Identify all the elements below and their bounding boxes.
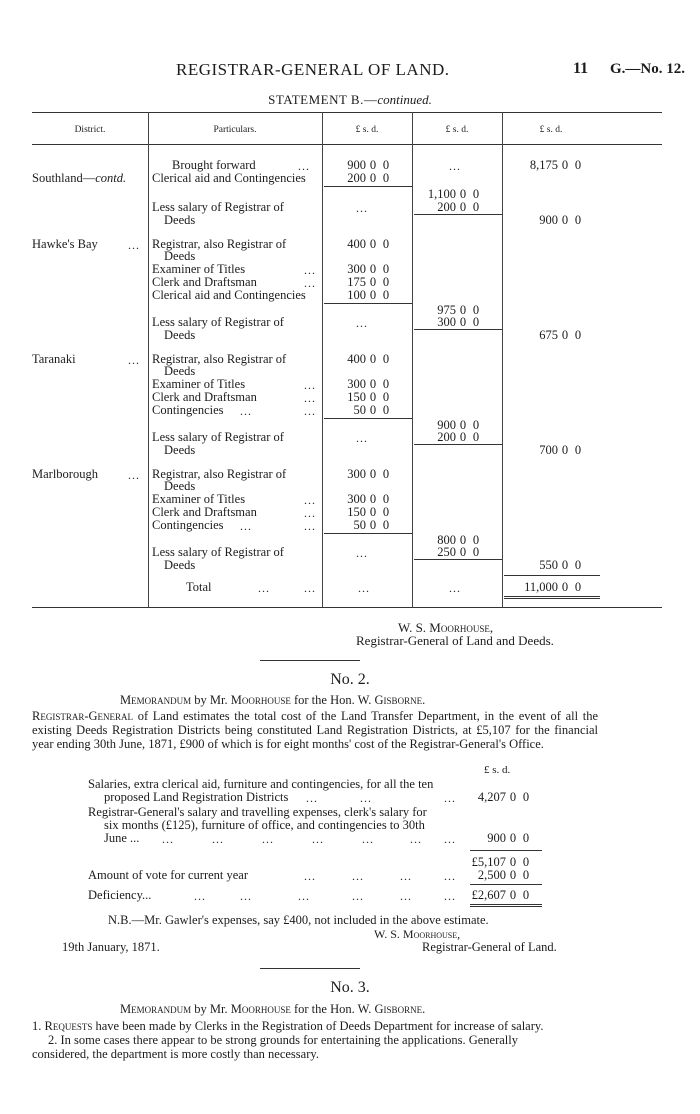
- double-rule: [504, 598, 600, 599]
- signature-name: W. S. Moorhouse,: [398, 620, 494, 635]
- leader-dots: ...: [240, 889, 252, 903]
- amount: 800 0 0: [437, 533, 480, 547]
- page-number: 11: [573, 60, 589, 77]
- column-header-district: District.: [74, 125, 106, 135]
- particular-item: Clerical aid and Contingencies: [152, 288, 306, 302]
- amount: 300 0 0: [347, 467, 390, 481]
- particular-item: Deeds: [164, 213, 196, 227]
- leader-dots: ...: [298, 889, 310, 903]
- amount: 8,175 0 0: [529, 158, 582, 172]
- signature-name: W. S. Moorhouse,: [374, 927, 461, 941]
- amount: 900 0 0: [347, 158, 390, 172]
- leader-dots: ...: [304, 391, 316, 405]
- leader-dots: ...: [212, 832, 224, 846]
- sum-rule: [414, 444, 502, 445]
- particular-item: Examiner of Titles: [152, 492, 246, 506]
- amount: 2,500 0 0: [477, 868, 530, 882]
- particular-item: Deeds: [164, 249, 196, 263]
- estimate-item: six months (£125), furniture of office, and contingencies to 30th: [104, 818, 425, 832]
- amount: 200 0 0: [347, 171, 390, 185]
- double-rule: [504, 596, 600, 597]
- memorandum-heading: Memorandum by Mr. Moorhouse for the Hon. W. Gisborne.: [120, 1002, 426, 1016]
- leader-dots: ...: [240, 404, 252, 418]
- particular-item: Registrar, also Registrar of: [152, 467, 287, 481]
- particular-item: Clerk and Draftsman: [152, 505, 257, 519]
- particular-item: Registrar, also Registrar of: [152, 352, 287, 366]
- sum-rule: [324, 186, 412, 187]
- particular-item: Deeds: [164, 443, 196, 457]
- leader-dots: ...: [304, 581, 316, 595]
- sum-rule: [470, 850, 542, 851]
- section-heading-no2: No. 2.: [330, 671, 370, 688]
- statement-heading: STATEMENT B.—continued.: [268, 92, 432, 107]
- total-amount: 11,000 0 0: [524, 580, 582, 594]
- document-reference: G.—No. 12.: [610, 61, 685, 77]
- sum-rule: [470, 884, 542, 885]
- particular-item: Less salary of Registrar of: [152, 200, 284, 214]
- leader-dots: ...: [444, 791, 456, 805]
- amount: 550 0 0: [539, 558, 582, 572]
- amount: 250 0 0: [437, 545, 480, 559]
- amount: £5,107 0 0: [471, 855, 530, 869]
- sum-rule: [504, 575, 600, 576]
- amount: 150 0 0: [347, 505, 390, 519]
- table-top-rule: [32, 112, 662, 113]
- particular-item: Deeds: [164, 364, 196, 378]
- leader-dots: ...: [162, 832, 174, 846]
- money-column-header: £ s. d.: [484, 764, 511, 776]
- particular-item: Clerical aid and Contingencies: [152, 171, 306, 185]
- estimate-item: Salaries, extra clerical aid, furniture and contingencies, for all the ten: [88, 777, 434, 791]
- amount: 150 0 0: [347, 390, 390, 404]
- sum-rule: [414, 329, 502, 330]
- leader-dots: ...: [306, 791, 318, 805]
- district-name: Taranaki: [32, 352, 76, 366]
- section-divider: [260, 968, 360, 969]
- note: N.B.—Mr. Gawler's expenses, say £400, not included in the above estimate.: [108, 913, 489, 927]
- leader-dots: ...: [194, 889, 206, 903]
- memo-date: 19th January, 1871.: [62, 940, 160, 954]
- section-heading-no3: No. 3.: [330, 979, 370, 996]
- vote-label: Amount of vote for current year: [88, 868, 249, 882]
- amount: 900 0 0: [539, 213, 582, 227]
- estimate-item: proposed Land Registration Districts: [104, 790, 289, 804]
- leader-dots: ...: [444, 869, 456, 883]
- signature-title: Registrar-General of Land and Deeds.: [356, 633, 554, 648]
- amount: 1,100 0 0: [427, 187, 480, 201]
- leader-dots: ...: [362, 832, 374, 846]
- amount: 900 0 0: [437, 418, 480, 432]
- estimate-item: Registrar-General's salary and travelling expenses, clerk's salary for: [88, 805, 427, 819]
- amount: 4,207 0 0: [477, 790, 530, 804]
- sum-rule: [414, 214, 502, 215]
- particular-item: Less salary of Registrar of: [152, 430, 284, 444]
- memorandum-heading: Memorandum by Mr. Moorhouse for the Hon. W. Gisborne.: [120, 693, 426, 707]
- amount: 100 0 0: [347, 288, 390, 302]
- leader-dots: ...: [304, 263, 316, 277]
- leader-dots: ...: [258, 581, 270, 595]
- particular-item: Examiner of Titles: [152, 262, 246, 276]
- particular-item: Clerk and Draftsman: [152, 275, 257, 289]
- leader-dots: ...: [360, 791, 372, 805]
- sum-rule: [414, 559, 502, 560]
- column-divider: [502, 112, 503, 607]
- leader-dots: ...: [356, 431, 368, 445]
- amount: 300 0 0: [437, 315, 480, 329]
- amount: 675 0 0: [539, 328, 582, 342]
- amount: 400 0 0: [347, 237, 390, 251]
- leader-dots: ...: [240, 519, 252, 533]
- amount: 700 0 0: [539, 443, 582, 457]
- paragraph-1: 1. Requests have been made by Clerks in the Registration of Deeds Department for increase of salary.: [32, 1019, 544, 1033]
- particular-item: Contingencies: [152, 403, 224, 417]
- amount: 400 0 0: [347, 352, 390, 366]
- sum-rule: [324, 418, 412, 419]
- district-name: Marlborough: [32, 467, 98, 481]
- memorandum-body: Registrar-General of Land estimates the total cost of the Land Transfer Department, in the event of all the existing Deeds Registration Districts being constituted Land Registration Districts, at £5,107 for the financial year ending 30th June, 1871, £900 of which is for eight months' cost of the Registrar-General's Office.: [32, 709, 598, 751]
- leader-dots: ...: [128, 353, 140, 367]
- sum-rule: [324, 303, 412, 304]
- leader-dots: ...: [356, 201, 368, 215]
- amount: 200 0 0: [437, 200, 480, 214]
- particular-item: Clerk and Draftsman: [152, 390, 257, 404]
- column-divider: [148, 112, 149, 607]
- leader-dots: ...: [352, 889, 364, 903]
- leader-dots: ...: [304, 404, 316, 418]
- leader-dots: ...: [400, 869, 412, 883]
- amount: 975 0 0: [437, 303, 480, 317]
- leader-dots: ...: [128, 468, 140, 482]
- leader-dots: ...: [444, 832, 456, 846]
- table-header-rule: [32, 144, 662, 145]
- leader-dots: ...: [444, 889, 456, 903]
- amount: 200 0 0: [437, 430, 480, 444]
- leader-dots: ...: [304, 519, 316, 533]
- amount: 900 0 0: [487, 831, 530, 845]
- column-header-money-1: £ s. d.: [355, 125, 379, 135]
- deficiency-label: Deficiency...: [88, 888, 152, 902]
- leader-dots: ...: [410, 832, 422, 846]
- amount: 50 0 0: [353, 518, 390, 532]
- district-name: Hawke's Bay: [32, 237, 98, 251]
- leader-dots: ...: [358, 581, 370, 595]
- particular-item: Less salary of Registrar of: [152, 545, 284, 559]
- column-header-particulars: Particulars.: [213, 125, 257, 135]
- page-header: [0, 60, 700, 82]
- leader-dots: ...: [128, 238, 140, 252]
- leader-dots: ...: [356, 316, 368, 330]
- column-header-money-2: £ s. d.: [445, 125, 469, 135]
- paragraph-2-continued: considered, the department is more costly than necessary.: [32, 1047, 319, 1061]
- page-title: REGISTRAR-GENERAL OF LAND.: [176, 60, 450, 79]
- estimate-item: June ...: [104, 831, 140, 845]
- amount: 175 0 0: [347, 275, 390, 289]
- table-bottom-rule: [32, 607, 662, 608]
- double-rule: [470, 906, 542, 907]
- leader-dots: ...: [298, 159, 310, 173]
- leader-dots: ...: [262, 832, 274, 846]
- particular-item: Deeds: [164, 328, 196, 342]
- double-rule: [470, 904, 542, 905]
- deficiency-amount: £2,607 0 0: [471, 888, 530, 902]
- particular-item: Examiner of Titles: [152, 377, 246, 391]
- leader-dots: ...: [304, 378, 316, 392]
- leader-dots: ...: [356, 546, 368, 560]
- district-name: Southland—contd.: [32, 171, 127, 185]
- sum-rule: [324, 533, 412, 534]
- column-divider: [412, 112, 413, 607]
- amount: 50 0 0: [353, 403, 390, 417]
- amount: 300 0 0: [347, 262, 390, 276]
- amount: 300 0 0: [347, 377, 390, 391]
- particular-item: Deeds: [164, 479, 196, 493]
- leader-dots: ...: [449, 581, 461, 595]
- leader-dots: ...: [312, 832, 324, 846]
- column-header-money-3: £ s. d.: [539, 125, 563, 135]
- total-label: Total: [186, 580, 212, 594]
- amount: 300 0 0: [347, 492, 390, 506]
- particular-item: Contingencies: [152, 518, 224, 532]
- leader-dots: ...: [352, 869, 364, 883]
- leader-dots: ...: [304, 869, 316, 883]
- section-divider: [260, 660, 360, 661]
- paragraph-2: 2. In some cases there appear to be strong grounds for entertaining the applications. Generally: [48, 1033, 518, 1047]
- particular-item: Deeds: [164, 558, 196, 572]
- signature-title: Registrar-General of Land.: [422, 940, 557, 954]
- leader-dots: ...: [400, 889, 412, 903]
- leader-dots: ...: [304, 493, 316, 507]
- leader-dots: ...: [304, 506, 316, 520]
- leader-dots: ...: [449, 159, 461, 173]
- leader-dots: ...: [304, 276, 316, 290]
- particular-item: Brought forward: [172, 158, 256, 172]
- particular-item: Less salary of Registrar of: [152, 315, 284, 329]
- particular-item: Registrar, also Registrar of: [152, 237, 287, 251]
